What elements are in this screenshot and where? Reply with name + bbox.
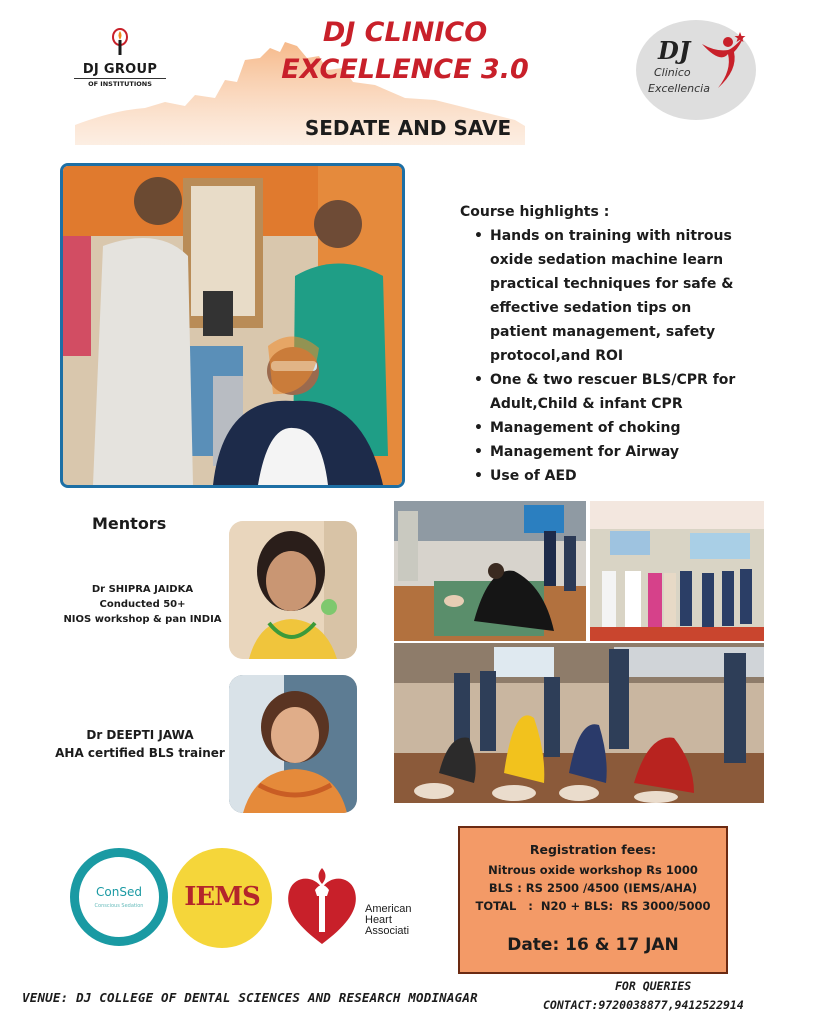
badge-line2: Clinico (654, 66, 691, 79)
consed-logo-text: ConSed (96, 885, 142, 899)
american-heart-association-logo (285, 866, 430, 951)
mentor-name: Dr SHIPRA JAIDKA (91, 584, 194, 595)
contact-numbers: CONTACT:9720038877,9412522914 (543, 998, 744, 1012)
aha-text-line1: American (365, 903, 412, 915)
event-subtitle: SEDATE AND SAVE (304, 116, 512, 140)
main-training-photo (60, 163, 405, 488)
course-highlights-list (460, 224, 750, 488)
mentor-shipra-info (60, 582, 225, 627)
registration-row: TOTAL : N20 + BLS: RS 3000/5000 (475, 899, 711, 913)
dj-group-logo (74, 28, 166, 90)
torch-icon (108, 28, 132, 58)
heart-torch-icon (285, 866, 360, 946)
mentor-detail: NIOS workshop & pan INDIA (63, 614, 222, 625)
aha-text-line3: Associati (365, 925, 410, 937)
dj-group-logo-line1: DJ GROUP (82, 62, 158, 77)
course-highlight-item: • Hands on training with nitrous oxide sedation machine learn practical techniques for safe & effective sedation tips on patient management, safety protocol,and ROI (474, 224, 750, 368)
mentor-detail: Conducted 50+ (99, 599, 186, 610)
registration-row: Nitrous oxide workshop Rs 1000 (488, 863, 698, 877)
venue-text: VENUE: DJ COLLEGE OF DENTAL SCIENCES AND RESEARCH MODINAGAR (22, 990, 478, 1005)
queries-contact (543, 977, 769, 1015)
aha-text (365, 904, 411, 937)
mentor-name: Dr DEEPTI JAWA (86, 728, 194, 742)
course-highlight-item: • Use of AED (474, 464, 750, 488)
registration-row: BLS : RS 2500 /4500 (IEMS/AHA) (488, 881, 698, 895)
course-highlights (460, 200, 750, 488)
workshop-photo-3 (394, 643, 764, 803)
registration-heading: Registration fees: (529, 842, 657, 857)
course-highlights-heading: Course highlights : (460, 204, 610, 220)
aha-text-line2: Heart (365, 914, 392, 926)
course-highlight-item: • Management of choking (474, 416, 750, 440)
course-highlight-item: • One & two rescuer BLS/CPR for Adult,Child & infant CPR (474, 368, 750, 416)
mentor-detail: AHA certified BLS trainer (55, 746, 225, 760)
workshop-photo-2 (590, 501, 764, 641)
iems-logo (172, 848, 272, 948)
consed-logo-subtext: Conscious Sedation (94, 903, 144, 909)
clinico-excellencia-badge (636, 20, 756, 120)
consed-logo (70, 848, 168, 946)
badge-line3: Excellencia (648, 82, 710, 95)
event-title-line1: DJ CLINICO (322, 17, 488, 48)
course-highlight-item: • Management for Airway (474, 440, 750, 464)
event-title (255, 14, 555, 88)
badge-line1: DJ (658, 36, 691, 65)
mentor-deepti-info (50, 726, 230, 762)
dj-group-logo-line2: OF INSTITUTIONS (74, 78, 166, 88)
registration-fees-box (458, 826, 728, 974)
iems-logo-text: IEMS (184, 882, 260, 912)
mentor-shipra-photo (229, 521, 357, 659)
workshop-photo-1 (394, 501, 586, 641)
queries-label: FOR QUERIES (615, 979, 692, 993)
mentors-heading: Mentors (92, 514, 167, 533)
event-title-line2: EXCELLENCE 3.0 (281, 54, 529, 85)
person-star-icon (698, 30, 746, 90)
mentor-deepti-photo (229, 675, 357, 813)
event-date: Date: 16 & 17 JAN (507, 935, 679, 955)
